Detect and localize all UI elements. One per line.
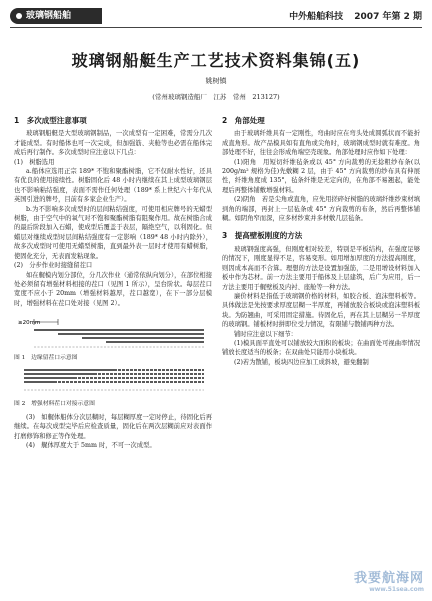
paragraph: 廉价材料是指低于玻璃钢价格的材料，如胶合板、泡沫塑料板等。具体做法是先按要求厚度层糊一半厚度，再铺放胶合板块或泡沫塑料板块。为防翘曲，可采用固定措施。待固化后，再在其上层糊另一半厚度的玻璃钢。铺板材时拼即位受力情况，有限铺与散铺两种方法。 xyxy=(222,292,420,329)
figure-1 xyxy=(14,314,212,363)
watermark-brand: 我要航海网 xyxy=(353,571,424,586)
subheading: (1) 树脂选用 xyxy=(14,158,55,166)
paragraph: (1)阳角 用短切纤维毡条或以 45° 方向裁剪的无捻粗纱布条(以 200g/m² 规格为佳)先敷糊 2 层，由于 45° 方向裁剪的纱布具有伸展性，纤维角度成 135°，毡条纤维是无定向的，在角部不易翘起，能处理后再整体铺敷增强材料。 xyxy=(222,158,420,194)
paragraph: 玻璃钢强度高强，但刚度相对较差，特别是平板结构，在强度足够的情况下，刚度显得不足，容易变形。如用增加厚度的方法提高刚度，则因成本高而不合算。理想的方法是设置加强筋，二是用增设材料加入板中作为芯材。前一方法主要用于船体及上层建筑，后广为应用，后一方法主要用于艉壁板及内衬、座舱等一种方法。 xyxy=(222,245,420,291)
paragraph: (3) 如艉体船体分次层糊时，每层糊厚度一定时停止，待固化后再继续。在每次成型完毕后应检查质量，固化后在两次层糊前应对表面作打磨修饰和修正等作处理。 xyxy=(14,413,212,440)
fig1-dimension-label: ≥20mm xyxy=(18,320,41,327)
article-author: 姚树镇 xyxy=(205,77,227,85)
paragraph: (4) 艉体厚度大于 5mm 时，不可一次成型。 xyxy=(26,442,156,450)
figure-2-caption: 图 2 增强材料茬口对接示意图 xyxy=(14,400,95,407)
journal-name: 中外船舶科技 xyxy=(289,12,344,22)
watermark-logo xyxy=(354,567,424,593)
right-column xyxy=(222,112,420,367)
journal-tab-label: 玻璃钢船舶 xyxy=(26,11,72,21)
header-rule xyxy=(10,27,422,28)
paragraph: 如在艉模内划分部位，分几次作业（通常依纵向划分），在部位相接处必须留有增强材料相接的茬口（见图 1 所示），呈台阶状。每层茬口宽度不应小于 20mm（增强材料越厚，茬口越宽），在下一部分层模时，增强材料在茬口处对接（见图 2）。 xyxy=(14,271,212,307)
issue-number: 2007 年第 2 期 xyxy=(354,12,422,22)
paragraph: b.为不影响多次成型时的层间粘结强度，可使用相应牌号的无蜡型树脂，由于空气中的氧气对不饱和聚酯树脂有阻聚作用。故在树脂合成的最后阶段加入石蜡，使成型后覆盖于表层，隔绝空气，以利固化。但蜡层对继续成型时层间粘结强度有一定影响（189* 48 小时内除外），故多次成型时可使用无蜡型树脂，直到最外表一层时才使用有蜡树脂，使固化充分，无表面发粘现象。 xyxy=(14,205,212,260)
paragraph: (2)若为散铺，板块四边应加工成斜坡，避免翻制 xyxy=(234,358,369,366)
watermark-url: www.51sea.com xyxy=(369,586,424,593)
section-heading-3: 3 提高壁板刚度的方法 xyxy=(222,231,303,241)
paragraph: 铺时应注意以下细节： xyxy=(234,330,297,338)
journal-info xyxy=(281,9,422,22)
paragraph: (1)模具面平直处可以铺放较大面积的板块；在曲面处可视曲率情况铺放长度适当的板条；在双曲处只能用小块板块。 xyxy=(222,339,420,357)
journal-tab xyxy=(10,8,102,24)
page-header xyxy=(0,0,432,30)
section-heading-2: 2 角部处理 xyxy=(222,116,265,125)
figures xyxy=(14,314,212,409)
figure-2-diagram xyxy=(14,364,212,400)
paragraph: a.船体应选用正宗 189* 不饱和聚酯树脂，它不仅耐水性好，还具有优良的使用接续性。树脂固化后 48 小时内继续在其上成型玻璃钢层也不影响粘结强度，表面不需作任何处理（189* 系上世纪六十年代从英国引进的牌号，目前有多家企业生产）。 xyxy=(14,168,212,204)
paragraph: 由于玻璃纤维具有一定刚性，弯曲时应在弯头处成圆弧状而不能折成直角形。故产品模具如有直角或尖角时，玻璃钢成型时就有难度。角部处理不好，往往会形成角端空壳现象。角部处理时应作如下处理： xyxy=(222,130,420,157)
author-affiliation: (常州玻璃钢造船厂 江苏 常州 213127) xyxy=(152,93,280,101)
left-column xyxy=(14,112,212,451)
section-heading-1: 1 多次成型注意事项 xyxy=(14,116,87,125)
paragraph: (2)阴角 若是尖角或直角，应先用搓碎好树脂的玻璃纤维纱束材填到角的端部，再封上一层毡条或 45° 方向裁剪的布条，然后再整体铺糊。如阴角窄而深，应多材纱束并多材敷几层毡条。 xyxy=(222,196,420,223)
paragraph: 玻璃钢船艇是大型玻璃钢制品，一次成型有一定困难，常需分几次才能成型。有时船体也可一次完成，但加强筋、夹舱等也必需在船体完成后再行制作。多次成型时应注意以下几点： xyxy=(14,130,212,157)
subheading: (2) 分步作业时接缝留茬口 xyxy=(14,262,93,270)
article-title: 玻璃钢船艇生产工艺技术资料集锦(五) xyxy=(71,51,361,70)
tab-dot-icon xyxy=(16,13,22,19)
figure-1-diagram xyxy=(14,314,212,354)
figure-1-caption: 图 1 边缘留茬口示意图 xyxy=(14,355,78,362)
figure-2 xyxy=(14,364,212,409)
